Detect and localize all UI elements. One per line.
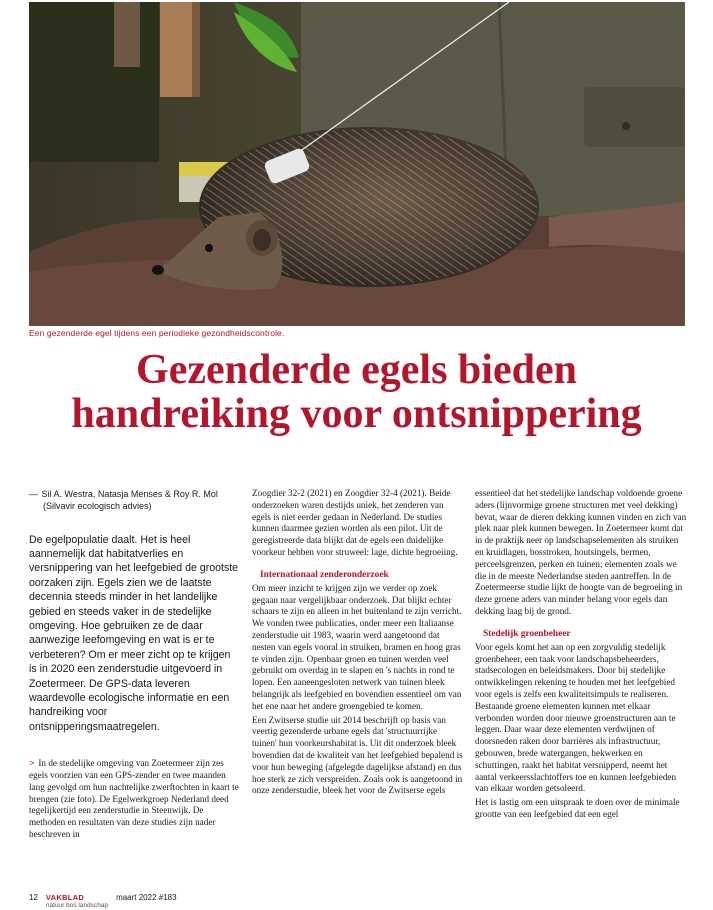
column-3 xyxy=(475,488,687,823)
hero-photo xyxy=(29,2,685,326)
body-paragraph: Het is lastig om een uitspraak te doen over de minimale grootte van een leefgebied dat een egel xyxy=(475,797,680,819)
body-text: In de stedelijke omgeving van Zoetermeer zijn zes egels voorzien van een GPS-zender en twee maanden lang gevolgd om hun nachtelijke zwerftochten in kaart te brengen (zie foto). De Egelwerkgroep Nederland deed tegelijkertijd een zenderstudie in Steenwijk. De methoden en resultaten van deze studies zijn nader beschreven in xyxy=(29,758,239,840)
byline xyxy=(29,488,239,513)
arrow-icon: > xyxy=(29,758,35,769)
logo-line-2: natuur bos landschap xyxy=(45,902,109,909)
logo-line-1: VAKBLAD xyxy=(45,893,85,902)
column-1 xyxy=(29,488,239,843)
subheading-international: Internationaal zenderonderzoek xyxy=(260,569,389,580)
title-line-2: handreiking voor ontsnippering xyxy=(71,391,642,437)
photo-caption: Een gezenderde egel tijdens een periodieke gezondheidscontrole. xyxy=(29,328,285,338)
body-paragraph xyxy=(29,758,239,841)
byline-authors: Sil A. Westra, Natasja Menses & Roy R. Mol xyxy=(41,489,218,499)
body-paragraph: Zoogdier 32-2 (2021) en Zoogdier 32-4 (2021). Beide onderzoeken waren destijds uniek, het zenderen van egels is niet eerder gedaan in Nederland. De studies kunnen daarmee gezien worden als een pilot. Uit de geregistreerde data blijkt dat de egels een duidelijke voorkeur hebben voor struweel: lage, dichte begroeiing. xyxy=(252,488,458,557)
body-paragraph: Om meer inzicht te krijgen zijn we verder op zoek gegaan naar vergelijkbaar onderzoek. Dat blijkt echter schaars te zijn en alleen in het buitenland te zijn verricht. We vonden twee publicaties, onder meer een Italiaanse zenderstudie uit 1983, waarin werd aangetoond dat nesten van egels vooral in struiken, bramen en hoog gras te vinden zijn. Openbaar groen en tuinen werden veel gebruikt om overdag in te slapen en 's nachts in rond te lopen. Een aaneengesloten netwerk van tuinen bleek belangrijk als leefgebied en bovendien essentieel om van het ene naar het andere groengebied te komen. xyxy=(252,582,462,711)
magazine-logo xyxy=(46,894,108,910)
column-2 xyxy=(252,488,463,799)
article-title xyxy=(20,348,693,436)
subheading-urban-green: Stedelijk groenbeheer xyxy=(483,628,571,639)
body-paragraph: Een Zwitserse studie uit 2014 beschrijft op basis van veertig gezenderde urbane egels dat 'structuurrijke tuinen' hun voorkeurshabitat is. Uit dit onderzoek bleek bovendien dat de kwaliteit van het leefgebied bepalend is voor hun beweging (afgelegde dagelijkse afstand) en dus hoe sterk ze zich verspreiden. Zoals ook is aangetoond in onze zenderstudie, bleek het voor de Zwitserse egels xyxy=(252,714,463,796)
lead-paragraph: De egelpopulatie daalt. Het is heel aannemelijk dat habitatverlies en versnippering van het leefgebied de grootste oorzaken zijn. Egels zien we de laatste decennia steeds minder in het landelijke gebied en steeds vaker in de stedelijke omgeving. Hoe gebruiken ze de daar aanwezige leefomgeving en wat is er te verbeteren? Om er meer zicht op te krijgen is in 2020 een zenderstudie uitgevoerd in Zoetermeer. De GPS-data leveren waardevolle ecologische informatie en een handreiking voor ontsnipperingsmaatregelen. xyxy=(29,533,239,733)
title-line-1: Gezenderde egels bieden xyxy=(136,347,577,393)
issue-info: maart 2022 #183 xyxy=(116,893,177,902)
body-paragraph: Voor egels komt het aan op een zorgvuldig stedelijk groenbeheer, een taak voor landschapsbeheerders, stadsecologen en beleidsmakers. Door bij stedelijke ontwikkelingen rekening te houden met het leefgebied voor egels is zelfs een kwaliteitsimpuls te realiseren. Bestaande groene elementen kunnen met elkaar verbonden worden door nieuwe groenstructuren aan te leggen. Daar waar deze elementen verdwijnen of doorsneden raken door barrières als infrastructuur, gebouwen, brede watergangen, hekwerken en schuttingen, raakt het habitat versnipperd, neemt het aantal verkeersslachtoffers toe en kunnen leefgebieden van elkaar worden getsoleerd. xyxy=(475,641,677,794)
page-footer xyxy=(29,893,329,910)
page-number: 12 xyxy=(29,893,38,902)
byline-dash: — xyxy=(29,489,38,499)
byline-affiliation: (Silvavir ecologisch advies) xyxy=(43,501,152,512)
body-paragraph: essentieel dat het stedelijke landschap voldoende groene aders (lijnvormige groene structuren met veel dekking) bevat, waar de dieren dekking kunnen vinden en zich van plek naar plek kunnen bewegen. In Zoetermeer komt dat in de praktijk neer op landschapselementen als struiken en kruidlagen, bosstroken, houtsingels, bermen, perceelsgrenzen, perken en tuinen; elementen zoals we die in de meeste Nederlandse steden aantreffen. In de Zoetermeerse studie lijkt de hoogte van de begroeiing in deze groene aders van minder belang voor egels dan dekking laag bij de grond. xyxy=(475,488,687,616)
